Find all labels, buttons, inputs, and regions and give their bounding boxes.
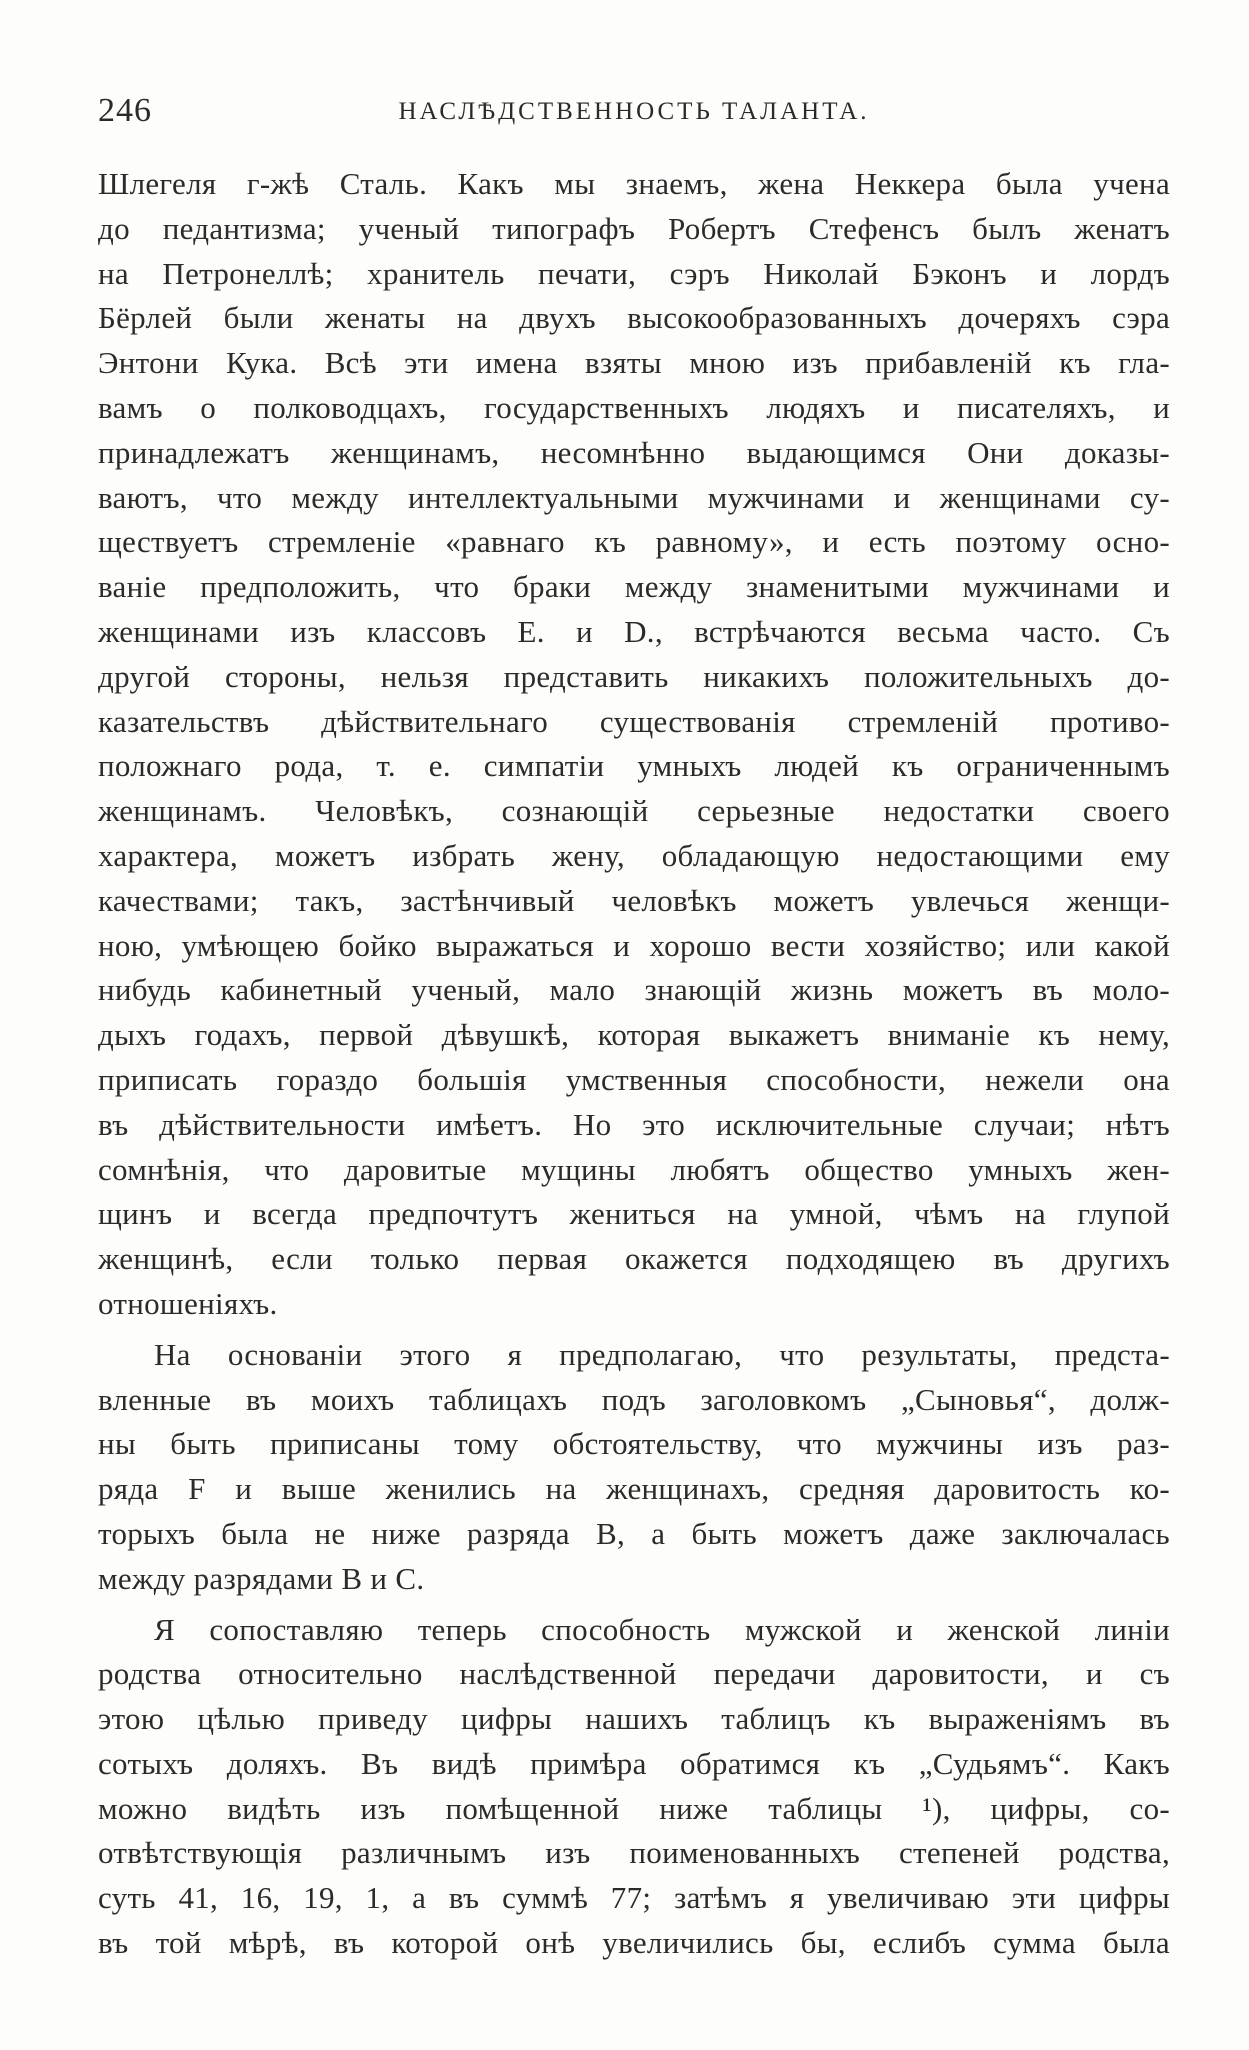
text-line: качествами; такъ, застѣнчивый человѣкъ можетъ увлечься женщи- <box>98 882 1170 918</box>
text-line: отношеніяхъ. <box>98 1285 278 1321</box>
text-line: въ той мѣрѣ, въ которой онѣ увеличились бы, еслибъ сумма была <box>98 1925 1170 1961</box>
page-number: 246 <box>98 92 152 129</box>
text-line: ществуетъ стремленіе «равнаго къ равному», и есть поэтому осно- <box>98 524 1170 560</box>
paragraph-1 <box>98 162 1170 1327</box>
text-line: вамъ о полководцахъ, государственныхъ людяхъ и писателяхъ, и <box>98 389 1170 425</box>
text-line: вленные въ моихъ таблицахъ подъ заголовкомъ „Сыновья“, долж- <box>98 1381 1170 1417</box>
text-line: Энтони Кука. Всѣ эти имена взяты мною изъ прибавленій къ гла- <box>98 345 1170 381</box>
text-line: суть 41, 16, 19, 1, а въ суммѣ 77; затѣмъ я увеличиваю эти цифры <box>98 1880 1170 1916</box>
text-line: характера, можетъ избрать жену, обладающую недостающими ему <box>98 837 1170 873</box>
text-line: сотыхъ доляхъ. Въ видѣ примѣра обратимся къ „Судьямъ“. Какъ <box>98 1745 1170 1781</box>
text-line: положнаго рода, т. е. симпатіи умныхъ людей къ ограниченнымъ <box>98 748 1170 784</box>
text-line: ваютъ, что между интеллектуальными мужчинами и женщинами су- <box>98 479 1170 515</box>
text-line: Бёрлей были женаты на двухъ высокообразованныхъ дочеряхъ сэра <box>98 300 1170 336</box>
text-line: отвѣтствующія различнымъ изъ поименованныхъ степеней родства, <box>98 1835 1170 1871</box>
text-line: на Петронеллѣ; хранитель печати, сэръ Николай Бэконъ и лордъ <box>98 255 1170 291</box>
text-line: ряда F и выше женились на женщинахъ, средняя даровитость ко- <box>98 1471 1170 1507</box>
text-line: На основаніи этого я предполагаю, что результаты, предста- <box>154 1336 1170 1372</box>
text-line: женщинѣ, если только первая окажется подходящею въ другихъ <box>98 1241 1170 1277</box>
text-line: женщинами изъ классовъ E. и D., встрѣчаются весьма часто. Съ <box>98 613 1170 649</box>
text-line: Шлегеля г-жѣ Сталь. Какъ мы знаемъ, жена Неккера была учена <box>98 166 1170 201</box>
body-text <box>98 162 1170 1966</box>
text-line: другой стороны, нельзя представить никакихъ положительныхъ до- <box>98 658 1170 694</box>
text-line: нибудь кабинетный ученый, мало знающій жизнь можетъ въ моло- <box>98 972 1170 1008</box>
text-line: можно видѣть изъ помѣщенной ниже таблицы ¹), цифры, со- <box>98 1790 1170 1826</box>
text-line: ваніе предположить, что браки между знаменитыми мужчинами и <box>98 569 1170 605</box>
text-line: между разрядами B и C. <box>98 1560 425 1596</box>
text-line: щинъ и всегда предпочтутъ жениться на умной, чѣмъ на глупой <box>98 1196 1170 1232</box>
text-line: въ дѣйствительности имѣетъ. Но это исключительные случаи; нѣтъ <box>98 1106 1170 1142</box>
paragraph-2 <box>98 1333 1170 1602</box>
text-line: торыхъ была не ниже разряда B, а быть можетъ даже заключалась <box>98 1515 1170 1551</box>
text-line: ны быть приписаны тому обстоятельству, что мужчины изъ раз- <box>98 1426 1170 1462</box>
paragraph-3 <box>98 1608 1170 1966</box>
text-line: дыхъ годахъ, первой дѣвушкѣ, которая выкажетъ вниманіе къ нему, <box>98 1017 1170 1053</box>
text-line: женщинамъ. Человѣкъ, сознающій серьезные недостатки своего <box>98 793 1170 829</box>
text-line: ною, умѣющею бойко выражаться и хорошо вести хозяйство; или какой <box>98 927 1170 963</box>
page-header <box>98 92 1170 132</box>
text-line: сомнѣнія, что даровитые мущины любятъ общество умныхъ жен- <box>98 1151 1170 1187</box>
text-line: приписать гораздо большія умственныя способности, нежели она <box>98 1061 1170 1097</box>
text-line: до педантизма; ученый типографъ Робертъ Стефенсъ былъ женатъ <box>98 210 1170 246</box>
running-title: НАСЛѢДСТВЕННОСТЬ ТАЛАНТА. <box>398 98 870 125</box>
text-line: Я сопоставляю теперь способность мужской и женской линіи <box>154 1611 1170 1647</box>
text-line: принадлежатъ женщинамъ, несомнѣнно выдающимся Они доказы- <box>98 434 1170 470</box>
text-line: казательствъ дѣйствительнаго существованія стремленій противо- <box>98 703 1170 739</box>
text-line: родства относительно наслѣдственной передачи даровитости, и съ <box>98 1656 1170 1692</box>
text-line: этою цѣлью приведу цифры нашихъ таблицъ къ выраженіямъ въ <box>98 1701 1170 1737</box>
